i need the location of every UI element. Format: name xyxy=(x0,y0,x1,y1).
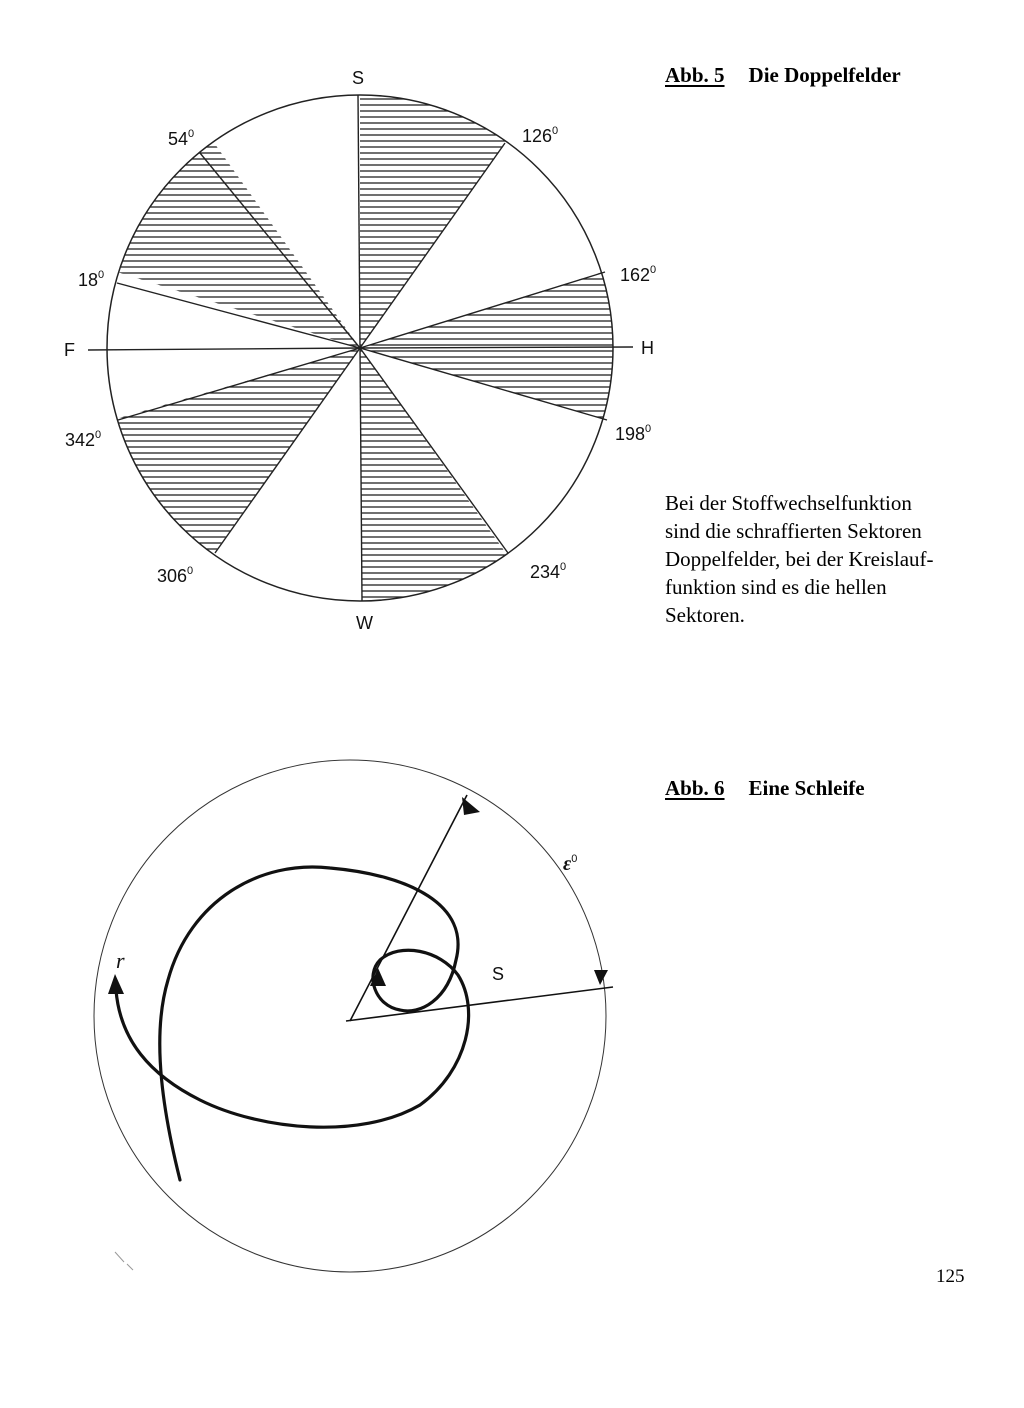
page-number: 125 xyxy=(936,1266,965,1287)
degree-label-54: $54^0$ xyxy=(168,128,195,149)
degree-label-234: $234^0$ xyxy=(530,561,567,582)
arrow-right-icon xyxy=(594,970,608,985)
radius-line-upper xyxy=(350,795,467,1021)
description-line: sind die schraffierten Sektoren xyxy=(665,519,922,543)
figure6-caption xyxy=(665,776,865,801)
label-east: H xyxy=(641,338,654,358)
loop-curve xyxy=(116,867,469,1180)
speck-mark xyxy=(115,1252,124,1262)
description-line: Doppelfelder, bei der Kreislauf- xyxy=(665,547,934,571)
description-line: funktion sind es die hellen xyxy=(665,575,887,599)
label-south: W xyxy=(356,613,373,633)
degree-label-18: $18^0$ xyxy=(78,269,105,290)
label-s: S xyxy=(492,964,505,984)
degree-label-306: $306^0$ xyxy=(157,565,194,586)
label-west: F xyxy=(64,340,75,360)
degree-label-198: $198^0$ xyxy=(615,423,652,444)
speck-mark-2 xyxy=(127,1264,133,1270)
figure5-caption-title: Die Doppelfelder xyxy=(748,63,901,87)
figure6-circle xyxy=(94,760,606,1272)
figure5-caption xyxy=(665,63,901,88)
degree-label-126: $126^0$ xyxy=(522,125,559,146)
figure6-caption-title: Eine Schleife xyxy=(748,776,865,800)
curve-arrow-left-icon xyxy=(108,974,124,994)
figure5-description xyxy=(665,489,995,629)
figure6-caption-number: Abb. 6 xyxy=(665,776,725,800)
description-line: Bei der Stoffwechselfunktion xyxy=(665,491,912,515)
label-north: S xyxy=(352,68,365,88)
label-r: r xyxy=(116,948,125,973)
figure5-caption-number: Abb. 5 xyxy=(665,63,725,87)
label-epsilon: $\varepsilon^0$ xyxy=(563,853,578,875)
degree-label-162: $162^0$ xyxy=(620,264,657,285)
arrow-upper-icon xyxy=(462,797,480,815)
degree-label-342: $342^0$ xyxy=(65,429,102,450)
description-line: Sektoren. xyxy=(665,603,745,627)
